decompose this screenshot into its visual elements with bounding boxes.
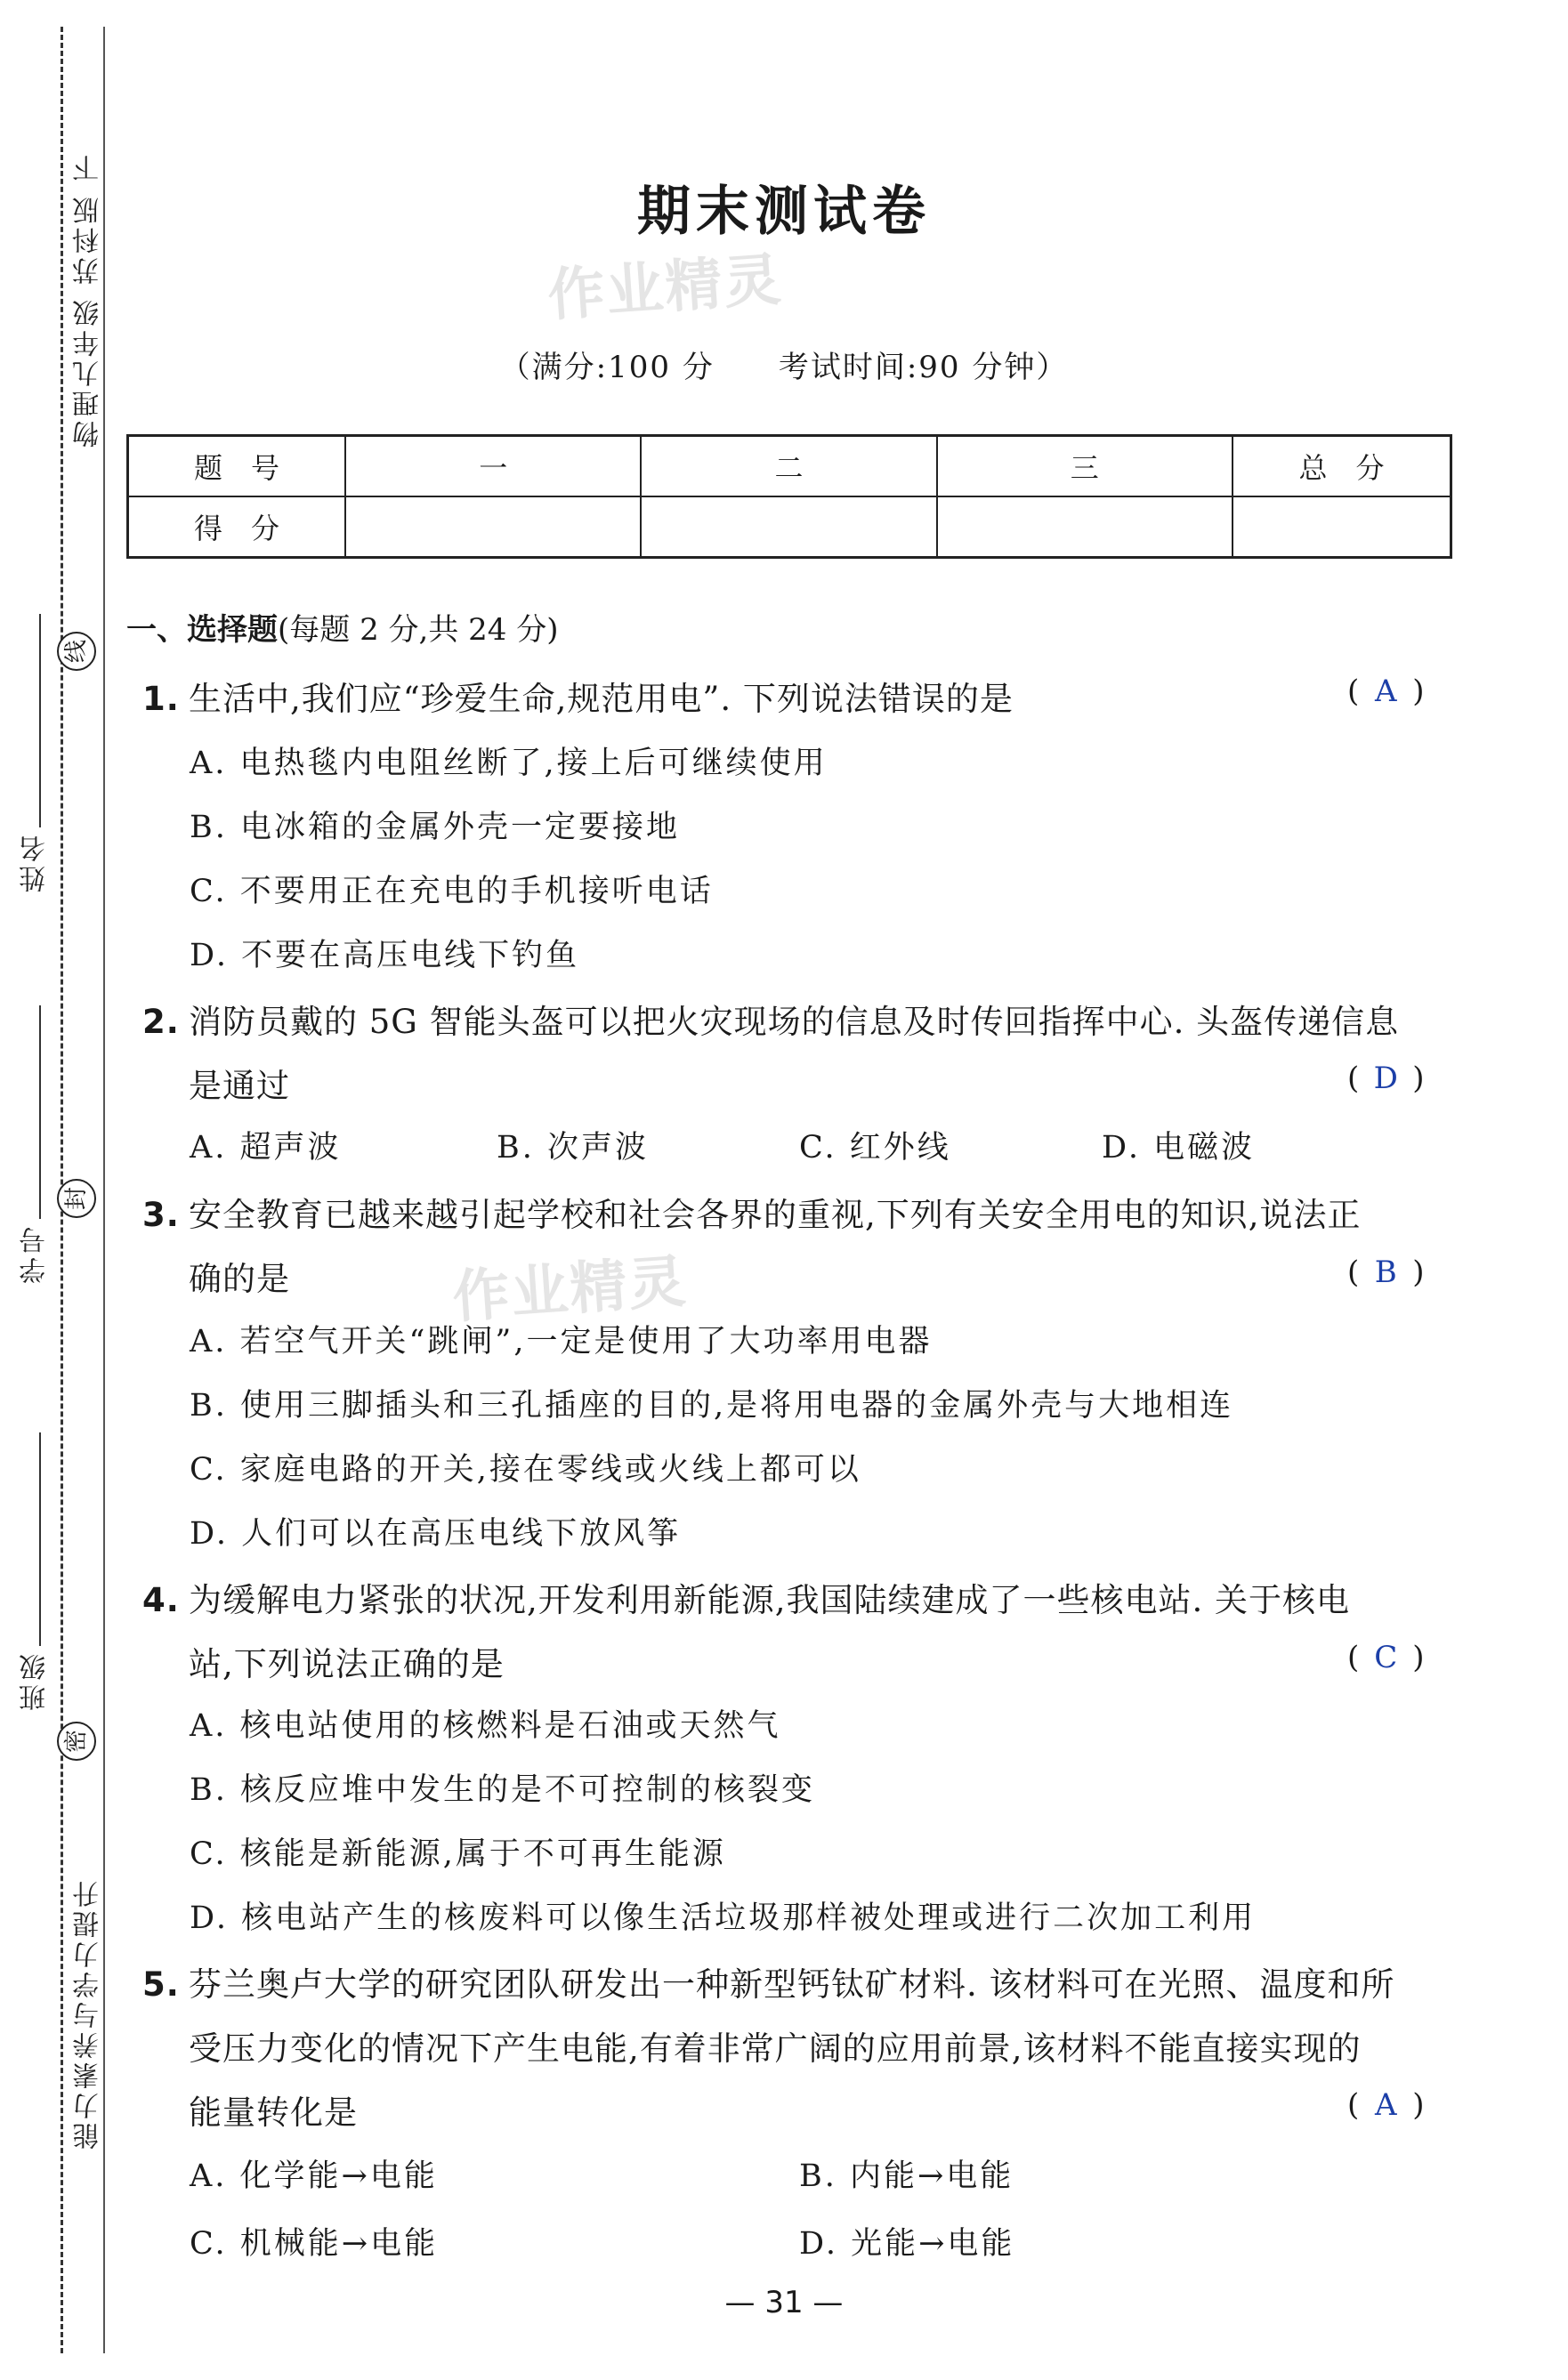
question-1-option-c: C. 不要用正在充电的手机接听电话 [190,874,714,909]
question-5-option-a: A. 化学能→电能 [190,2158,438,2194]
question-4-option-d: D. 核电站产生的核废料可以像生活垃圾那样被处理或进行二次加工利用 [190,1900,1257,1936]
question-number: 4. [142,1581,180,1619]
score-header-cell: 题 号 [128,436,346,497]
question-2-option-b: B. 次声波 [497,1130,649,1166]
score-cell[interactable] [937,496,1233,558]
question-2-answer: ( D ) [1347,1061,1425,1096]
answer-letter: A [1374,674,1397,709]
question-3-answer: ( B ) [1347,1255,1425,1290]
question-number: 5. [142,1965,180,2004]
question-2-option-a: A. 超声波 [190,1130,342,1166]
answer-letter: B [1374,1255,1397,1290]
question-text: 生活中,我们应“珍爱生命,规范用电”. 下列说法错误的是 [189,680,1014,718]
section-note: (每题 2 分,共 24 分) [278,612,559,648]
question-1-answer: ( A ) [1347,674,1425,709]
question-3-option-a: A. 若空气开关“跳闸”,一定是使用了大功率用电器 [190,1324,933,1359]
question-3-option-c: C. 家庭电路的开关,接在零线或火线上都可以 [190,1452,861,1488]
question-3-option-d: D. 人们可以在高压电线下放风筝 [190,1516,682,1552]
question-number: 2. [142,1003,180,1041]
seal-mark-secret: 密 [57,1722,96,1761]
score-header-cell: 一 [345,436,641,497]
answer-letter: D [1373,1061,1398,1096]
page-number: — 31 — [724,2285,844,2320]
question-1-option-d: D. 不要在高压电线下钓鱼 [190,938,580,973]
question-text: 为缓解电力紧张的状况,开发利用新能源,我国陆续建成了一些核电站. 关于核电 [189,1581,1351,1619]
watermark-middle: 作业精灵 [450,1248,690,1332]
side-series-label: 能力素养与学力提升 [73,1877,104,2150]
exam-info: （满分:100 分 考试时间:90 分钟） [499,350,1069,385]
question-5-stem-line3: 能量转化是 [189,2094,358,2132]
question-2-option-c: C. 红外线 [799,1130,951,1166]
side-name-label: 姓名 [20,832,51,892]
question-5-option-b: B. 内能→电能 [799,2158,1014,2194]
page-title: 期末测试卷 [637,181,931,243]
question-1-option-b: B. 电冰箱的金属外壳一定要接地 [190,810,680,845]
question-4-option-c: C. 核能是新能源,属于不可再生能源 [190,1836,726,1872]
score-header-cell: 总 分 [1233,436,1451,497]
class-fill-line [39,1432,41,1646]
question-3-option-b: B. 使用三脚插头和三孔插座的目的,是将用电器的金属外壳与大地相连 [190,1388,1234,1424]
side-class-label: 班级 [20,1650,51,1711]
name-fill-line [39,614,41,827]
score-cell[interactable] [1233,496,1451,558]
question-2-option-d: D. 电磁波 [1102,1130,1256,1166]
score-table-header-row [128,436,1451,497]
section-heading [126,605,558,649]
question-4-stem [142,1573,1350,1621]
watermark-top: 作业精灵 [546,246,785,330]
seal-mark-seal: 封 [57,1179,96,1218]
question-4-answer: ( C ) [1347,1640,1425,1675]
question-3-stem [142,1188,1362,1236]
seal-mark-line: 线 [57,632,96,671]
score-cell[interactable] [641,496,936,558]
question-number: 3. [142,1196,180,1234]
question-5-stem [142,1957,1395,2005]
score-cell[interactable] [345,496,641,558]
question-2-stem-line2: 是通过 [189,1067,290,1105]
score-table-score-row [128,496,1451,558]
score-table [126,434,1452,559]
question-1-option-a: A. 电热毯内电阻丝断了,接上后可继续使用 [190,746,828,781]
question-text: 消防员戴的 5G 智能头盔可以把火灾现场的信息及时传回指挥中心. 头盔传递信息 [189,1003,1400,1041]
score-header-cell: 三 [937,436,1233,497]
question-5-option-d: D. 光能→电能 [799,2226,1015,2262]
side-id-label: 学号 [20,1223,51,1284]
question-text: 安全教育已越来越引起学校和社会各界的重视,下列有关安全用电的知识,说法正 [189,1196,1362,1234]
question-5-stem-line2: 受压力变化的情况下产生电能,有着非常广阔的应用前景,该材料不能直接实现的 [189,2029,1362,2068]
section-label: 一、选择题 [126,612,278,648]
question-4-stem-line2: 站,下列说法正确的是 [189,1645,505,1683]
question-1-stem [142,672,1014,720]
question-5-option-c: C. 机械能→电能 [190,2226,439,2262]
id-fill-line [39,1005,41,1219]
question-number: 1. [142,680,180,718]
question-4-option-b: B. 核反应堆中发生的是不可控制的核裂变 [190,1772,815,1808]
score-row-label: 得 分 [128,496,346,558]
question-2-stem [142,995,1399,1043]
score-header-cell: 二 [641,436,936,497]
question-text: 芬兰奥卢大学的研究团队研发出一种新型钙钛矿材料. 该材料可在光照、温度和所 [189,1965,1395,2004]
question-5-answer: ( A ) [1347,2087,1425,2123]
question-4-option-a: A. 核电站使用的核燃料是石油或天然气 [190,1708,781,1744]
answer-letter: A [1374,2087,1397,2123]
question-3-stem-line2: 确的是 [189,1260,290,1298]
answer-letter: C [1374,1640,1398,1675]
side-book-label: 物理九年级 苏科版 下 [73,151,104,448]
